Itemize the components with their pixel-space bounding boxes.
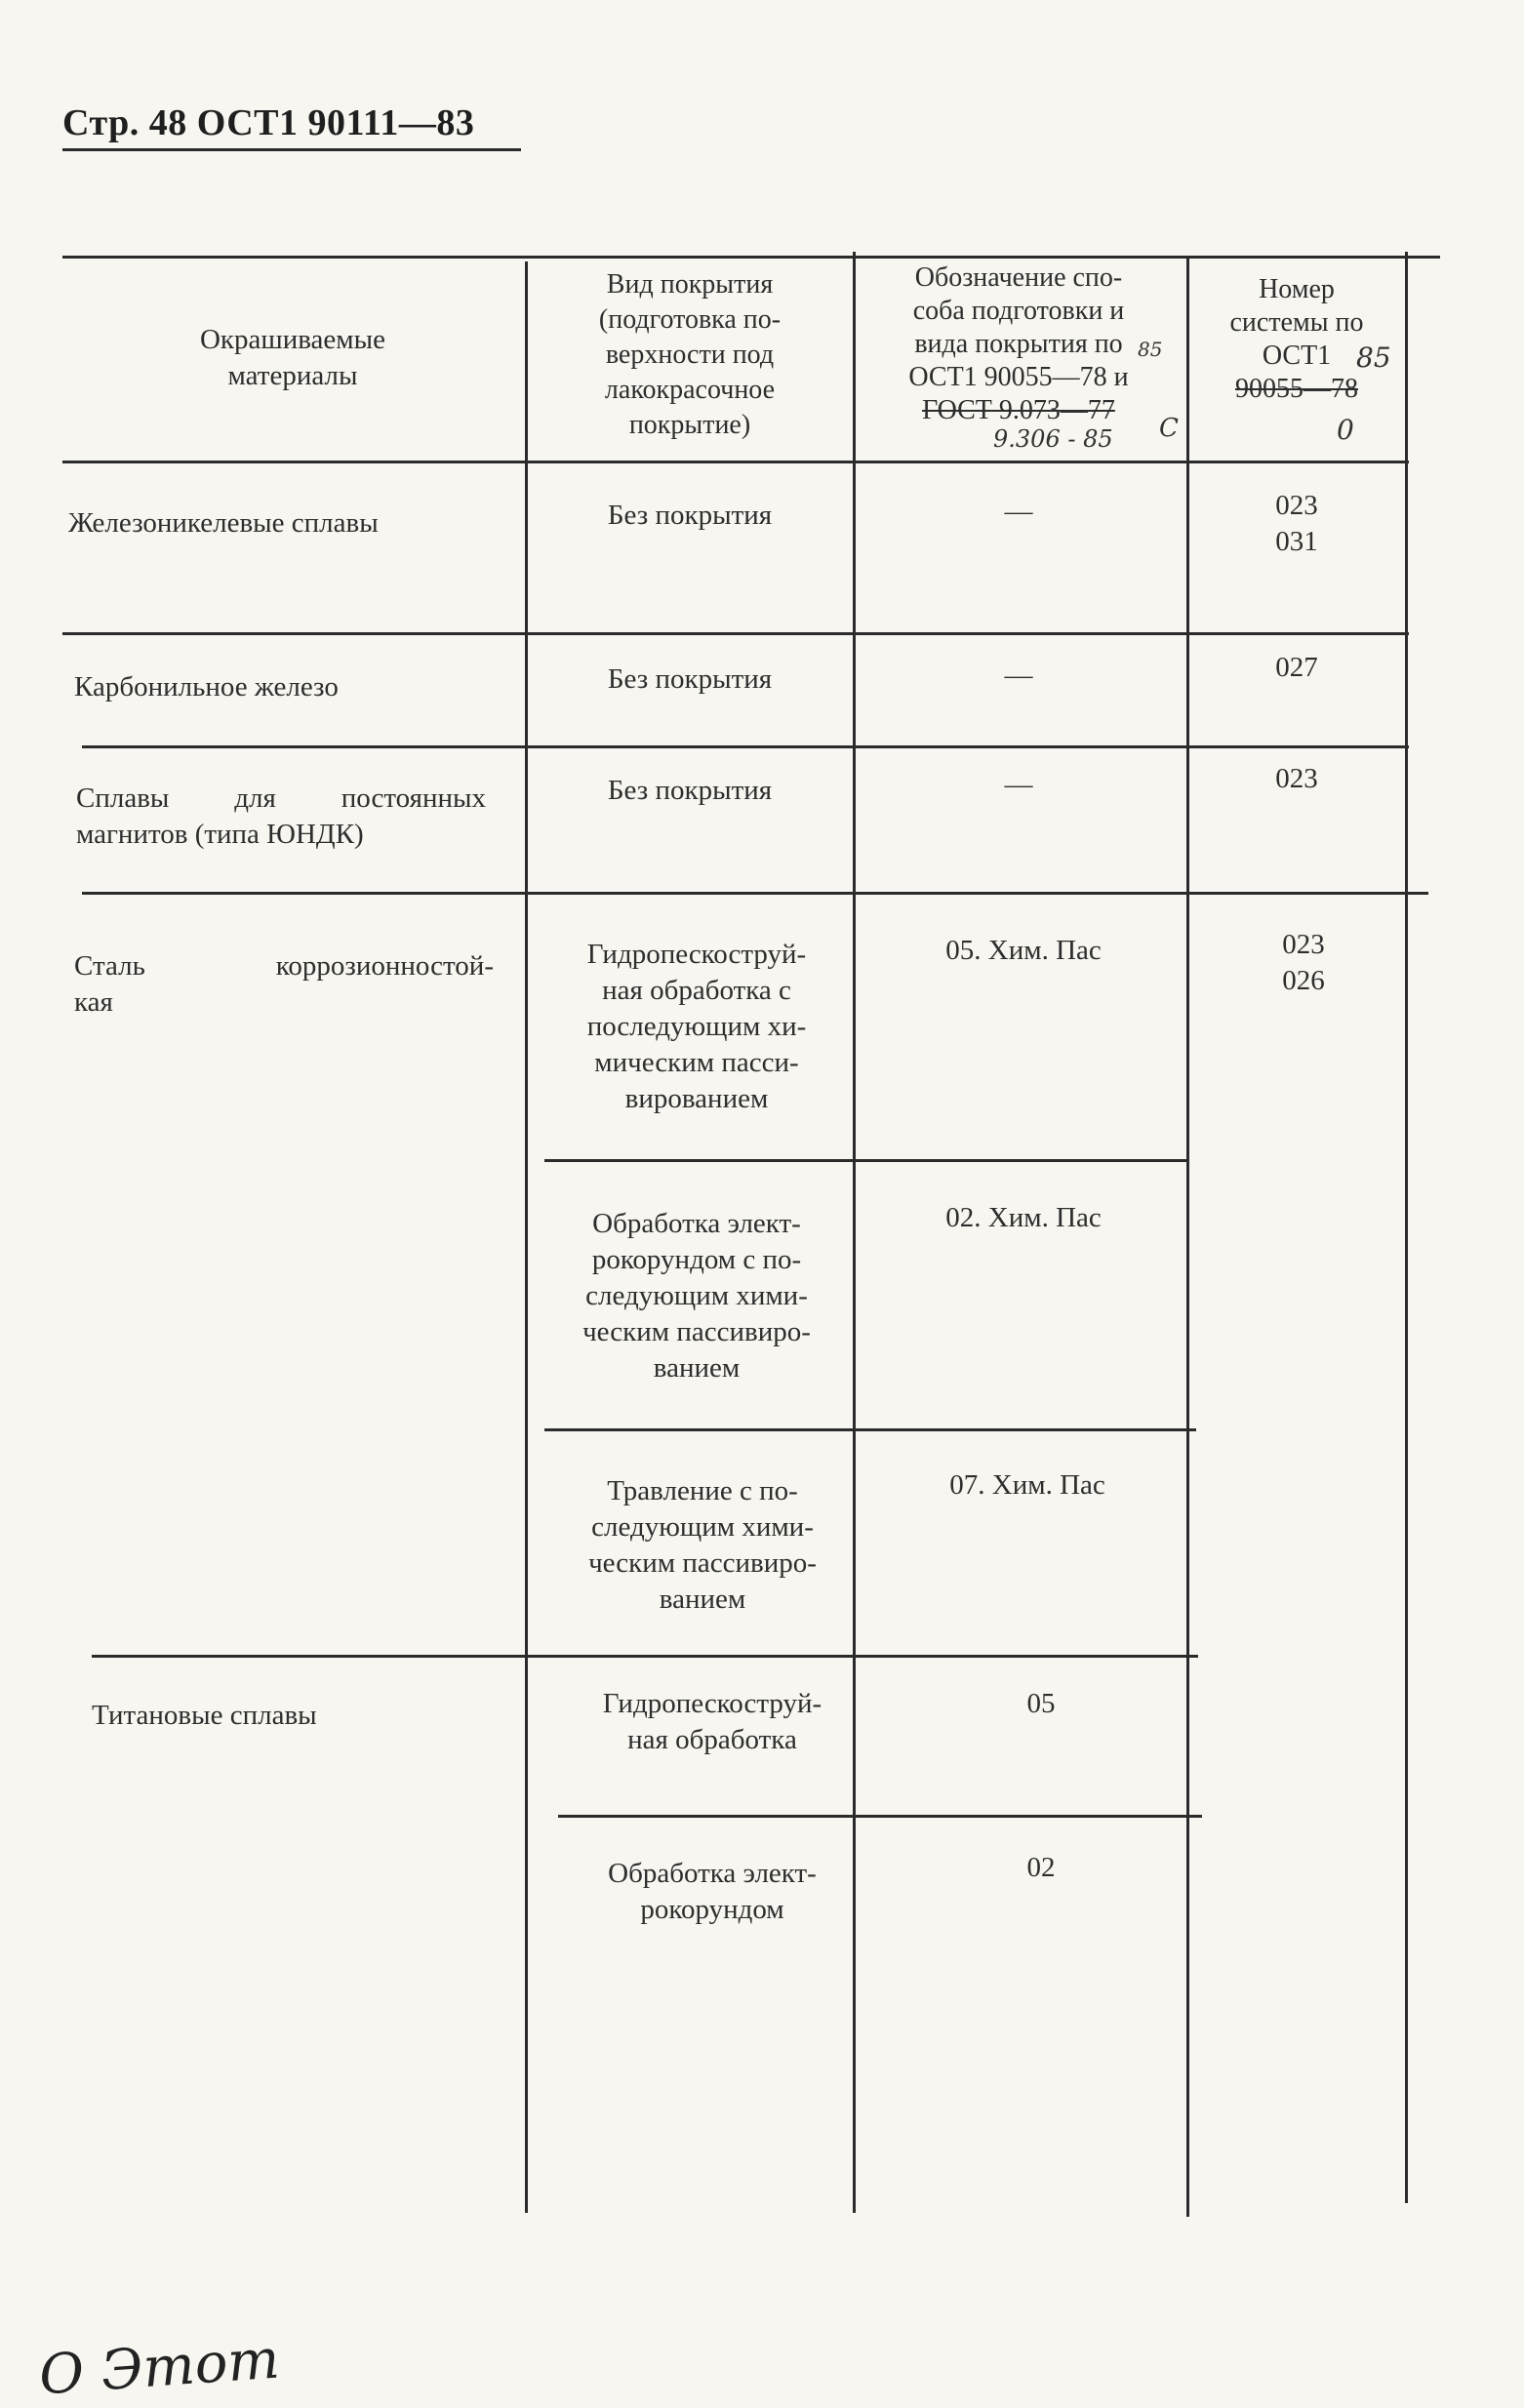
cell-line: мическим пасси- [594, 1047, 799, 1078]
row1-coating [539, 498, 841, 534]
header-line: лакокрасочное [604, 375, 776, 405]
cell-line: 02. Хим. Пас [945, 1202, 1102, 1233]
row2-system [1196, 650, 1397, 686]
row3-designation [862, 767, 1175, 803]
row4-material [74, 948, 494, 1021]
cell-line: Гидропескоструй- [602, 1688, 822, 1719]
row4-system [1206, 927, 1401, 999]
row4-coating [542, 937, 851, 1117]
cell-line: ная обработка [627, 1724, 797, 1755]
cell-line: последующим хи- [586, 1011, 807, 1042]
row1-system [1196, 488, 1397, 560]
cell-line: ческим пассивиро- [582, 1316, 811, 1347]
header-line: верхности под [605, 340, 775, 370]
cell-line: Сталь коррозионностой- [74, 950, 494, 982]
row8-coating [558, 1856, 866, 1928]
header-line: ОСТ1 90055—78 и [908, 362, 1129, 392]
cell-line: 027 [1275, 652, 1318, 683]
row-divider-3 [82, 892, 1428, 895]
handwritten-signature: О Этот [37, 2327, 282, 2408]
row8-designation [880, 1850, 1202, 1886]
cell-line: ванием [659, 1584, 746, 1615]
annotation-gost-new: 9.306 - 85 [993, 425, 1113, 453]
header-line: Вид покрытия [606, 269, 774, 300]
cell-line: 02 [1026, 1852, 1056, 1883]
header-line: ГОСТ 9.073—77 [922, 395, 1115, 425]
cell-line: Гидропескоструй- [586, 939, 807, 970]
cell-line: Обработка элект- [592, 1208, 801, 1239]
cell-line: 026 [1282, 965, 1325, 996]
row7-material [92, 1698, 511, 1734]
cell-line: 05. Хим. Пас [945, 935, 1102, 966]
header-line: покрытие) [628, 410, 751, 440]
cell-line: Железоникелевые сплавы [68, 507, 379, 539]
row2-coating [539, 662, 841, 698]
cell-line: ная обработка с [602, 975, 791, 1006]
header-line: материалы [227, 360, 358, 391]
cell-line: Обработка элект- [608, 1858, 817, 1889]
row2-material [74, 669, 513, 705]
cell-line: Без покрытия [607, 775, 773, 806]
cell-line: — [1004, 496, 1033, 527]
header-line: (подготовка по- [598, 304, 782, 335]
cell-line: следующим хими- [585, 1280, 808, 1311]
header-line: 90055—78 [1235, 374, 1358, 404]
row3-coating [539, 773, 841, 809]
row2-designation [862, 658, 1175, 694]
subrow-divider-1 [544, 1159, 1188, 1162]
header-line: Номер [1259, 274, 1335, 304]
cell-line: 023 [1282, 929, 1325, 960]
header-coating-type [539, 267, 841, 443]
header-line: Окрашиваемые [199, 324, 385, 355]
header-line: соба подготовки и [912, 296, 1125, 326]
row7-designation [880, 1686, 1202, 1722]
row6-coating [548, 1473, 857, 1618]
annotation-mark-col3: С [1159, 414, 1179, 443]
cell-line: — [1004, 769, 1033, 800]
table-top-border [62, 256, 1440, 259]
header-line: Обозначение спо- [914, 262, 1123, 293]
row-divider-1 [62, 632, 1409, 635]
annotation-year-col4: 85 [1356, 341, 1391, 374]
row4-designation [862, 933, 1184, 969]
page-header: Стр. 48 ОСТ1 90111—83 [62, 102, 475, 143]
annotation-year-col3: 85 [1138, 338, 1163, 361]
cell-line: ванием [653, 1352, 741, 1384]
cell-line: Травление с по- [607, 1475, 798, 1506]
header-line: ОСТ1 [1262, 341, 1332, 371]
cell-line: 05 [1026, 1688, 1056, 1719]
cell-line: 07. Хим. Пас [949, 1469, 1105, 1501]
row5-designation [862, 1200, 1184, 1236]
row-divider-4 [92, 1655, 1198, 1658]
cell-line: ческим пассивиро- [588, 1547, 817, 1579]
col-divider-1 [525, 261, 528, 2213]
row6-designation [866, 1467, 1188, 1504]
subrow-divider-3 [558, 1815, 1202, 1818]
row-divider-2 [82, 745, 1409, 748]
col-divider-4 [1405, 252, 1408, 2203]
cell-line: рокорундом с по- [591, 1244, 802, 1275]
cell-line: 023 [1275, 490, 1318, 521]
row1-material [68, 505, 517, 542]
cell-line: Карбонильное железо [74, 671, 339, 702]
subrow-divider-2 [544, 1428, 1196, 1431]
cell-line: — [1004, 660, 1033, 691]
cell-line: магнитов (типа ЮНДК) [76, 819, 364, 850]
cell-line: следующим хими- [591, 1511, 814, 1543]
header-line: вида покрытия по [914, 329, 1123, 359]
cell-line: Без покрытия [607, 663, 773, 695]
cell-line: кая [74, 986, 113, 1018]
cell-line: вированием [624, 1083, 769, 1114]
cell-line: 031 [1275, 526, 1318, 557]
row3-system [1196, 761, 1397, 797]
cell-line: Без покрытия [607, 500, 773, 531]
cell-line: 023 [1275, 763, 1318, 794]
row5-coating [542, 1206, 851, 1386]
row3-material [76, 781, 486, 853]
header-bottom-border [62, 461, 1409, 463]
header-designation [862, 261, 1175, 427]
header-materials [98, 322, 488, 394]
row7-coating [558, 1686, 866, 1758]
cell-line: Титановые сплавы [92, 1700, 317, 1731]
header-underline [62, 148, 521, 151]
cell-line: Сплавы для постоянных [76, 783, 486, 814]
col-divider-3 [1186, 258, 1189, 2217]
annotation-mark-col4: 0 [1337, 414, 1354, 446]
header-line: системы по [1229, 307, 1364, 338]
cell-line: рокорундом [640, 1894, 784, 1925]
header-system-number [1196, 273, 1397, 406]
row1-designation [862, 494, 1175, 530]
